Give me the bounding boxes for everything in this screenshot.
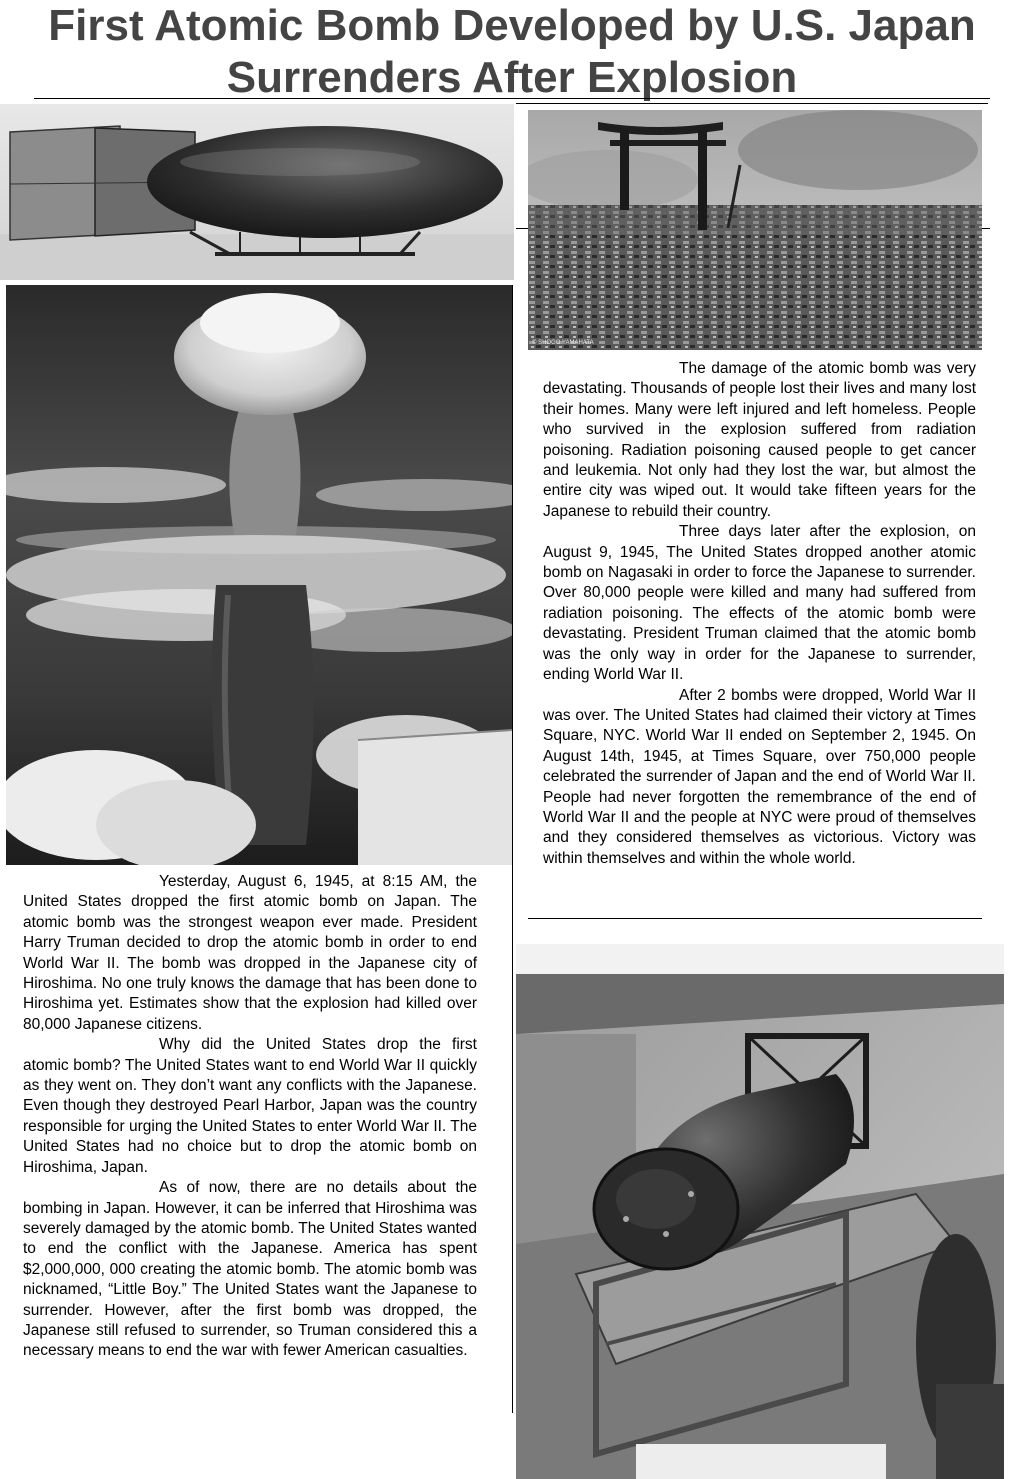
right-paragraph-3: After 2 bombs were dropped, World War II was over. The United States had claimed their victory at Times Square, NYC. World War II ended on September 2, 1945. On August 14th, 1945, at Times Square, over 750,000 people celebrated the surrender of Japan and the end of World War II. People had never forgotten the remembrance of the end of World War II and the people at NYC were proud of themselves and they considered themselves as victorious. Victory was within themselves and within the whole world. bbox=[543, 686, 976, 867]
photo-little-boy-bomb bbox=[516, 944, 1004, 1479]
right-paragraph-1: The damage of the atomic bomb was very devastating. Thousands of people lost their lives and many lost their homes. Many were left injured and left homeless. People who survived in the explosion suffered from radiation poisoning. Radiation poisoning caused people to get cancer and leukemia. Not only had they lost the war, but almost the entire city was wiped out. It would take fifteen years for the Japanese to rebuild their country. bbox=[543, 360, 976, 520]
right-column-article bbox=[543, 359, 976, 869]
left-paragraph-3: As of now, there are no details about the bombing in Japan. However, it can be inferred that Hiroshima was severely damaged by the atomic bomb. The United States wanted to end the conflict with the Japanese. America has spent $2,000,000, 000 creating the atomic bomb. The atomic bomb was nicknamed, “Little Boy.” The United States want the Japanese to surrender. However, after the first bomb was dropped, the Japanese still refused to surrender, so Truman considered this a necessary means to end the war with fewer American casualties. bbox=[23, 1179, 477, 1360]
photo-mushroom-cloud bbox=[6, 285, 512, 865]
left-paragraph-1: Yesterday, August 6, 1945, at 8:15 AM, the United States dropped the first atomic bomb on Japan. The atomic bomb was the strongest weapon ever made. President Harry Truman decided to drop the atomic bomb in order to end World War II. The bomb was dropped in the Japanese city of Hiroshima. No one truly knows the damage that has been done to Hiroshima yet. Estimates show that the explosion had killed over 80,000 Japanese citizens. bbox=[23, 873, 477, 1033]
headline-rule bbox=[34, 98, 990, 99]
headline-line-1: First Atomic Bomb Developed by U.S. Japan bbox=[48, 1, 976, 50]
torii-photo-credit: © SHOGO YAMAHATA bbox=[532, 340, 594, 346]
headline bbox=[0, 0, 1024, 104]
left-column-divider bbox=[512, 285, 513, 1413]
photo-torii-ruins bbox=[528, 110, 982, 350]
right-column-bottom-rule bbox=[528, 918, 982, 919]
torii-side-rule-left bbox=[516, 228, 528, 229]
left-paragraph-2: Why did the United States drop the first atomic bomb? The United States want to end World War II quickly as they went on. They don’t want any conflicts with the Japanese. Even though they destroyed Pearl Harbor, Japan was the country responsible for urging the United States to enter World War II. The United States had no choice but to drop the atomic bomb on Hiroshima, Japan. bbox=[23, 1036, 477, 1176]
headline-line-2: Surrenders After Explosion bbox=[226, 53, 798, 102]
torii-side-rule-right bbox=[982, 228, 990, 229]
photo-fat-man-bomb bbox=[0, 104, 514, 280]
right-top-rule bbox=[516, 103, 988, 104]
right-paragraph-2: Three days later after the explosion, on August 9, 1945, The United States dropped another atomic bomb on Nagasaki in order to force the Japanese to surrender. Over 80,000 people were killed and many had suffered from radiation poisoning. The effects of the atomic bomb were devastating. President Truman claimed that the atomic bomb was the only way in order for the Japanese to surrender, ending World War II. bbox=[543, 523, 976, 684]
left-column-article bbox=[23, 872, 477, 1362]
